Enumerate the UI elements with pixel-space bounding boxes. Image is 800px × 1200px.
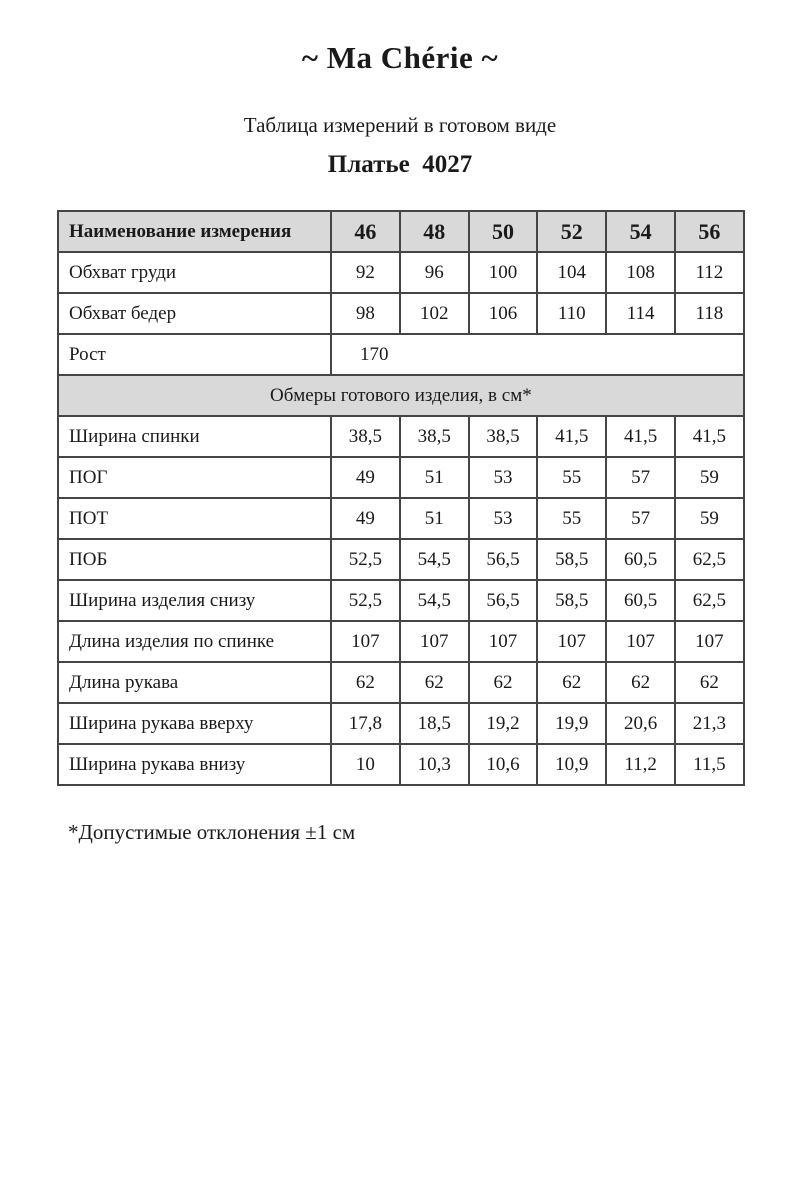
measurement-value-cell: 10,3 bbox=[400, 744, 469, 785]
product-title: Платье 4027 bbox=[327, 151, 473, 178]
measurement-value-cell: 10,6 bbox=[469, 744, 538, 785]
measurement-value-cell: 38,5 bbox=[400, 416, 469, 457]
measurement-value-cell: 107 bbox=[675, 621, 744, 662]
measurement-value-cell: 10,9 bbox=[537, 744, 606, 785]
table-row bbox=[58, 744, 744, 785]
measurement-value-cell: 118 bbox=[675, 293, 744, 334]
measurement-value-cell: 92 bbox=[331, 252, 400, 293]
measurement-value-cell: 106 bbox=[469, 293, 538, 334]
measurement-value-cell: 107 bbox=[400, 621, 469, 662]
table-row bbox=[58, 703, 744, 744]
measurement-value-cell: 107 bbox=[537, 621, 606, 662]
measurement-value-cell: 54,5 bbox=[400, 539, 469, 580]
size-column-header: 56 bbox=[675, 211, 744, 252]
table-row bbox=[58, 539, 744, 580]
table-row bbox=[58, 293, 744, 334]
measurement-label-cell: Обхват бедер bbox=[58, 293, 331, 334]
measurement-value-cell: 19,9 bbox=[537, 703, 606, 744]
measurement-value-cell: 59 bbox=[675, 457, 744, 498]
measurement-value-cell: 49 bbox=[331, 457, 400, 498]
measurement-label-cell: Ширина рукава внизу bbox=[58, 744, 331, 785]
table-subtitle: Таблица измерений в готовом виде bbox=[243, 113, 557, 137]
measurement-value-cell: 60,5 bbox=[606, 580, 675, 621]
measurement-table bbox=[57, 210, 745, 786]
measurement-value-cell: 41,5 bbox=[606, 416, 675, 457]
table-row bbox=[58, 457, 744, 498]
measurement-label-cell: Рост bbox=[58, 334, 331, 375]
measurement-value-cell: 38,5 bbox=[469, 416, 538, 457]
table-row bbox=[58, 580, 744, 621]
measurement-value-cell: 41,5 bbox=[537, 416, 606, 457]
measurement-value-cell: 18,5 bbox=[400, 703, 469, 744]
table-row bbox=[58, 621, 744, 662]
table-row bbox=[58, 252, 744, 293]
measurement-value-cell: 55 bbox=[537, 457, 606, 498]
measurement-label-cell: ПОБ bbox=[58, 539, 331, 580]
measurement-value-cell: 110 bbox=[537, 293, 606, 334]
table-row bbox=[58, 334, 744, 375]
document-header bbox=[0, 0, 800, 179]
measurement-value-cell: 10 bbox=[331, 744, 400, 785]
table-row bbox=[58, 375, 744, 416]
measurement-value-cell: 11,2 bbox=[606, 744, 675, 785]
measurement-value-cell: 53 bbox=[469, 457, 538, 498]
measurement-value-cell: 62,5 bbox=[675, 539, 744, 580]
table-row bbox=[58, 662, 744, 703]
measurement-value-cell: 96 bbox=[400, 252, 469, 293]
measurement-value-cell: 52,5 bbox=[331, 580, 400, 621]
measurement-value-cell: 51 bbox=[400, 498, 469, 539]
measurement-value-cell: 58,5 bbox=[537, 539, 606, 580]
measurement-value-cell: 62 bbox=[606, 662, 675, 703]
size-column-header: 54 bbox=[606, 211, 675, 252]
measurement-label-cell: Длина изделия по спинке bbox=[58, 621, 331, 662]
measurement-value-cell: 55 bbox=[537, 498, 606, 539]
measurement-value-cell: 170 bbox=[331, 334, 744, 375]
measurement-value-cell: 107 bbox=[331, 621, 400, 662]
measurement-label-cell: ПОГ bbox=[58, 457, 331, 498]
measurement-value-cell: 52,5 bbox=[331, 539, 400, 580]
brand-title: ~ Ma Chérie ~ bbox=[301, 40, 499, 75]
measurement-value-cell: 102 bbox=[400, 293, 469, 334]
measurement-value-cell: 60,5 bbox=[606, 539, 675, 580]
measurement-value-cell: 62 bbox=[469, 662, 538, 703]
measurement-label-cell: Ширина изделия снизу bbox=[58, 580, 331, 621]
table-row bbox=[58, 416, 744, 457]
measurement-label-cell: Обхват груди bbox=[58, 252, 331, 293]
tolerance-footnote: *Допустимые отклонения ±1 см bbox=[68, 820, 356, 844]
size-column-header: 46 bbox=[331, 211, 400, 252]
measurement-value-cell: 38,5 bbox=[331, 416, 400, 457]
size-column-header: 52 bbox=[537, 211, 606, 252]
measurement-value-cell: 58,5 bbox=[537, 580, 606, 621]
measurement-value-cell: 104 bbox=[537, 252, 606, 293]
measurement-label-cell: ПОТ bbox=[58, 498, 331, 539]
measurement-value-cell: 57 bbox=[606, 457, 675, 498]
measurement-label-cell: Ширина спинки bbox=[58, 416, 331, 457]
measurement-value-cell: 112 bbox=[675, 252, 744, 293]
measurement-value-cell: 114 bbox=[606, 293, 675, 334]
measurement-value-cell: 100 bbox=[469, 252, 538, 293]
measurement-value-cell: 11,5 bbox=[675, 744, 744, 785]
measurement-label-cell: Длина рукава bbox=[58, 662, 331, 703]
measurement-value-cell: 62 bbox=[537, 662, 606, 703]
measurement-value-cell: 19,2 bbox=[469, 703, 538, 744]
measurement-value-cell: 62 bbox=[400, 662, 469, 703]
measurement-value-cell: 54,5 bbox=[400, 580, 469, 621]
measurement-value-cell: 41,5 bbox=[675, 416, 744, 457]
measurement-value-cell: 108 bbox=[606, 252, 675, 293]
measurement-label-cell: Ширина рукава вверху bbox=[58, 703, 331, 744]
measurement-value-cell: 53 bbox=[469, 498, 538, 539]
measurement-value-cell: 62,5 bbox=[675, 580, 744, 621]
measurement-value-cell: 98 bbox=[331, 293, 400, 334]
measurement-value-cell: 62 bbox=[331, 662, 400, 703]
measurement-value-cell: 107 bbox=[469, 621, 538, 662]
size-column-header: 48 bbox=[400, 211, 469, 252]
measurement-value-cell: 57 bbox=[606, 498, 675, 539]
table-body bbox=[58, 252, 744, 785]
size-column-header: 50 bbox=[469, 211, 538, 252]
measurement-value-cell: 56,5 bbox=[469, 580, 538, 621]
measurement-value-cell: 21,3 bbox=[675, 703, 744, 744]
measurement-value-cell: 56,5 bbox=[469, 539, 538, 580]
section-header-cell: Обмеры готового изделия, в см* bbox=[58, 375, 744, 416]
table-row bbox=[58, 498, 744, 539]
measurement-value-cell: 49 bbox=[331, 498, 400, 539]
measurement-value-cell: 62 bbox=[675, 662, 744, 703]
name-column-header: Наименование измерения bbox=[58, 211, 331, 252]
measurement-value-cell: 59 bbox=[675, 498, 744, 539]
measurement-value-cell: 51 bbox=[400, 457, 469, 498]
measurement-value-cell: 17,8 bbox=[331, 703, 400, 744]
table-header-row bbox=[58, 211, 744, 252]
measurement-value-cell: 20,6 bbox=[606, 703, 675, 744]
measurement-value-cell: 107 bbox=[606, 621, 675, 662]
